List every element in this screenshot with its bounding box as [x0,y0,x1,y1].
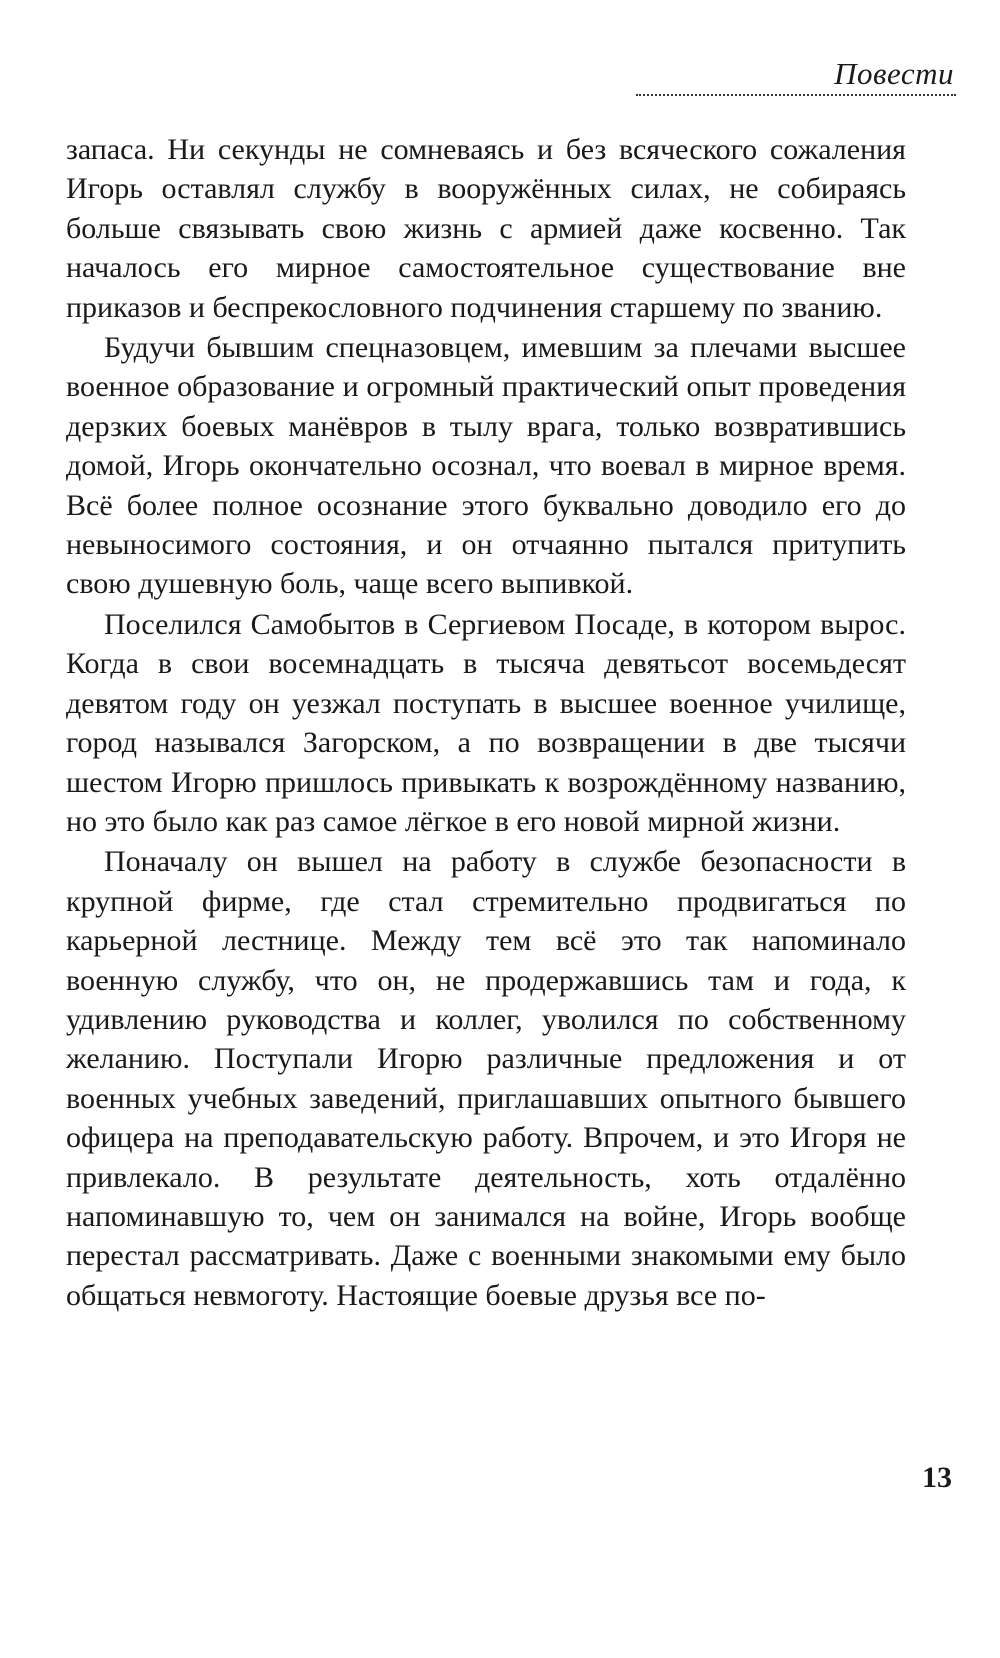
running-header [636,56,956,96]
section-title: Повести [834,56,954,91]
page-number: 13 [922,1461,952,1494]
paragraph-1: запаса. Ни секунды не сомневаясь и без всяческого сожаления Игорь оставлял службу в вооружённых силах, не собираясь больше связывать свою жизнь с армией даже косвенно. Так началось его мирное самостоятельное существование вне приказов и беспрекословного подчинения старшему по званию. [66,133,906,324]
paragraph-4: Поначалу он вышел на работу в службе безопасности в крупной фирме, где стал стремительно продвигаться по карьерной лестнице. Между тем всё это так напоминало военную службу, что он, не продержавшись там и года, к удивлению руководства и коллег, уволился по собственному желанию. Поступали Игорю различные предложения и от военных учебных заведений, приглашавших опытного бывшего офицера на преподавательскую работу. Впрочем, и это Игоря не привлекало. В результате деятельность, хоть отдалённо напоминавшую то, чем он занимался на войне, Игорь вообще перестал рассматривать. Даже с военными знакомыми ему было общаться невмоготу. Настоящие боевые друзья все по- [66,845,906,1312]
paragraph-3: Поселился Самобытов в Сергиевом Посаде, в котором вырос. Когда в свои восемнадцать в тысяча девятьсот восемьдесят девятом году он уезжал поступать в высшее военное училище, город назывался Загорском, а по возвращении в две тысячи шестом Игорю пришлось привыкать к возрождённому названию, но это было как раз самое лёгкое в его новой мирной жизни. [66,607,906,838]
body-text [66,130,906,1315]
paragraph-2: Будучи бывшим спецназовцем, имевшим за плечами высшее военное образование и огромный практический опыт проведения дерзких боевых манёвров в тылу врага, только возвратившись домой, Игорь окончательно осознал, что воевал в мирное время. Всё более полное осознание этого буквально доводило его до невыносимого состояния, и он отчаянно пытался притупить свою душевную боль, чаще всего выпивкой. [66,331,906,601]
dotted-rule [636,94,956,96]
